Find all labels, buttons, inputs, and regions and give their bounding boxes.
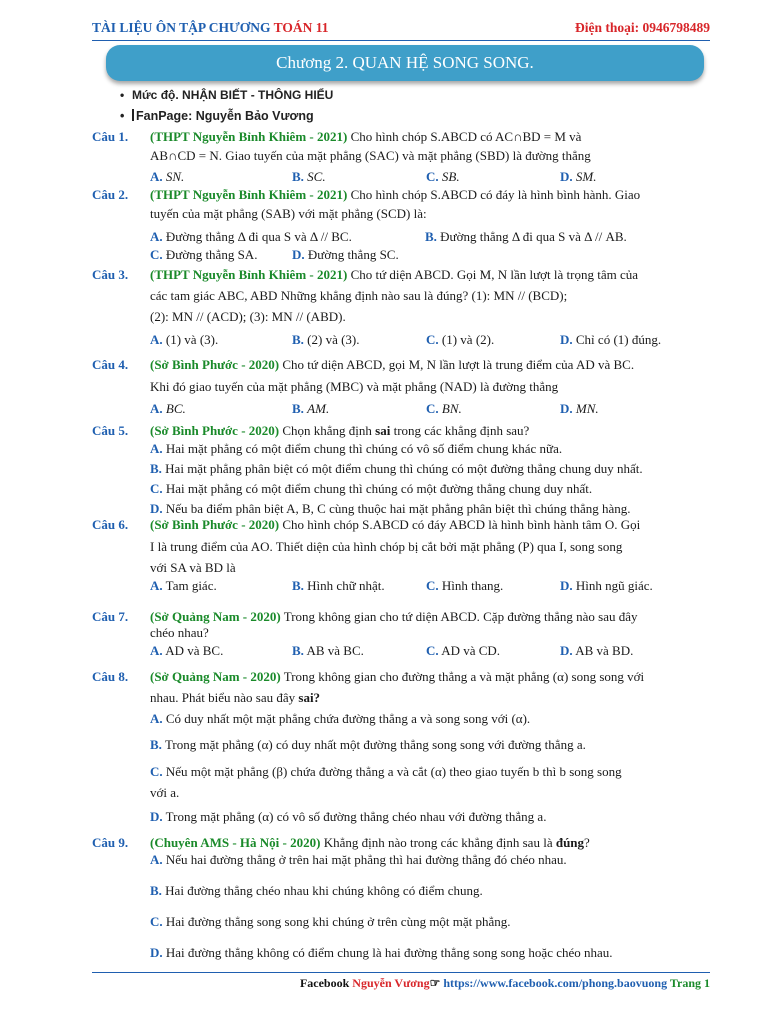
question-number: Câu 6. <box>92 517 129 532</box>
page-header <box>92 20 710 38</box>
question-source: (THPT Nguyễn Bỉnh Khiêm - 2021) <box>150 267 348 282</box>
answer-row <box>150 642 714 660</box>
answer-row <box>150 168 714 186</box>
footer-author: Nguyễn Vương <box>352 976 430 990</box>
bullet-level: • Mức độ. NHẬN BIẾT - THÔNG HIỂU <box>120 88 334 102</box>
answer-c[interactable]: C. Hình thang. <box>426 578 504 593</box>
answer-row <box>150 228 714 246</box>
cursor-bar-icon <box>132 109 134 121</box>
pointing-hand-icon: ☞ <box>429 976 444 990</box>
answer-a[interactable]: A. SN. <box>150 169 185 184</box>
answer-row <box>150 577 714 595</box>
page-footer <box>300 976 710 991</box>
answer-c[interactable]: C. (1) và (2). <box>426 332 495 347</box>
answer-c[interactable]: C. AD và CD. <box>426 643 501 658</box>
answer-c[interactable]: C. Hai mặt phẳng có một điểm chung thì chúng có một đường thẳng chung duy nhất. <box>150 481 593 496</box>
header-title-accent: TOÁN 11 <box>273 20 329 35</box>
question-text: (Sở Bình Phước - 2020) Chọn khẳng định sai trong các khẳng định sau? <box>150 423 530 438</box>
answer-row <box>150 400 714 418</box>
answer-b[interactable]: B. AB và BC. <box>292 643 364 658</box>
footer-link[interactable]: https://www.facebook.com/phong.baovuong <box>443 976 668 990</box>
answer-b[interactable]: B. Hình chữ nhật. <box>292 578 385 593</box>
answer-b[interactable]: B. SC. <box>292 169 326 184</box>
question-number: Câu 3. <box>92 267 129 282</box>
answer-d[interactable]: D. Đường thẳng SC. <box>292 247 399 262</box>
answer-b[interactable]: B. Hai mặt phẳng phân biệt có một điểm chung thì chúng có một đường thẳng chung duy nhất. <box>150 461 643 476</box>
answer-row <box>150 331 714 349</box>
question-source: (Sở Quảng Nam - 2020) <box>150 669 281 684</box>
question-text: (Sở Bình Phước - 2020) Cho tứ diện ABCD, gọi M, N lần lượt là trung điểm của AD và BC. <box>150 357 635 372</box>
answer-b[interactable]: B. Trong mặt phẳng (α) có duy nhất một đường thẳng song song với đường thẳng a. <box>150 737 586 752</box>
answer-b[interactable]: B. Đường thẳng Δ đi qua S và Δ // AB. <box>425 229 627 244</box>
answer-row <box>150 246 714 264</box>
question-number: Câu 7. <box>92 609 129 624</box>
answer-d[interactable]: D. Trong mặt phẳng (α) có vô số đường thẳng chéo nhau với đường thẳng a. <box>150 809 547 824</box>
answer-a[interactable]: A. Có duy nhất một mặt phẳng chứa đường thẳng a và song song với (α). <box>150 711 531 726</box>
header-phone: Điện thoại: 0946798489 <box>575 20 710 35</box>
chapter-title: Chương 2. QUAN HỆ SONG SONG. <box>276 53 534 72</box>
footer-page-number: Trang 1 <box>667 976 710 990</box>
footer-divider <box>92 972 710 973</box>
chapter-banner <box>106 45 704 81</box>
question-source: (Sở Quảng Nam - 2020) <box>150 609 281 624</box>
question-number: Câu 4. <box>92 357 129 372</box>
answer-d[interactable]: D. Nếu ba điểm phân biệt A, B, C cùng thuộc hai mặt phẳng phân biệt thì chúng thẳng hàng. <box>150 501 631 516</box>
answer-c-continued: với a. <box>150 785 180 800</box>
question-source: (Sở Bình Phước - 2020) <box>150 517 280 532</box>
question-number: Câu 2. <box>92 187 129 202</box>
answer-b[interactable]: B. Hai đường thẳng chéo nhau khi chúng không có điểm chung. <box>150 883 483 898</box>
answer-a[interactable]: A. BC. <box>150 401 186 416</box>
question-text: (Sở Bình Phước - 2020) Cho hình chóp S.ABCD có đáy ABCD là hình bình hành tâm O. Gọi <box>150 517 641 532</box>
answer-a[interactable]: A. Nếu hai đường thẳng ở trên hai mặt phẳng thì hai đường thẳng đó chéo nhau. <box>150 852 567 867</box>
answer-c[interactable]: C. Hai đường thẳng song song khi chúng ở trên cùng một mặt phẳng. <box>150 914 511 929</box>
question-text: nhau. Phát biểu nào sau đây sai? <box>150 690 321 705</box>
question-text: với SA và BD là <box>150 560 236 575</box>
question-source: (Sở Bình Phước - 2020) <box>150 423 280 438</box>
question-number: Câu 5. <box>92 423 129 438</box>
answer-a[interactable]: A. Tam giác. <box>150 578 217 593</box>
bullet-dot-icon: • <box>120 109 125 123</box>
question-text: AB∩CD = N. Giao tuyến của mặt phẳng (SAC) và mặt phẳng (SBD) là đường thẳng <box>150 148 591 163</box>
answer-c[interactable]: C. Nếu một mặt phẳng (β) chứa đường thẳng a và cắt (α) theo giao tuyến b thì b song song <box>150 764 622 779</box>
bullet-dot-icon: • <box>120 88 125 102</box>
question-text: tuyến của mặt phẳng (SAB) với mặt phẳng (SCD) là: <box>150 206 427 221</box>
header-title-main: TÀI LIỆU ÔN TẬP CHƯƠNG <box>92 20 274 35</box>
answer-d[interactable]: D. Chỉ có (1) đúng. <box>560 332 662 347</box>
answer-b[interactable]: B. (2) và (3). <box>292 332 360 347</box>
question-text: (THPT Nguyễn Bỉnh Khiêm - 2021) Cho hình chóp S.ABCD có AC∩BD = M và <box>150 129 582 144</box>
answer-c[interactable]: C. Đường thẳng SA. <box>150 247 258 262</box>
answer-a[interactable]: A. (1) và (3). <box>150 332 219 347</box>
intro-bullets <box>120 86 333 128</box>
question-text: I là trung điểm của AO. Thiết diện của hình chóp bị cắt bởi mặt phẳng (P) qua I, song song <box>150 539 623 554</box>
question-text: (Sở Quảng Nam - 2020) Trong không gian cho đường thẳng a và mặt phẳng (α) song song với <box>150 669 645 684</box>
question-text: (2): MN // (ACD); (3): MN // (ABD). <box>150 309 346 324</box>
question-text: các tam giác ABC, ABD Những khẳng định nào sau là đúng? (1): MN // (BCD); <box>150 288 568 303</box>
footer-facebook-label: Facebook <box>299 976 353 990</box>
bullet-fanpage: • FanPage: Nguyễn Bảo Vương <box>120 104 333 128</box>
answer-a[interactable]: A. Đường thẳng Δ đi qua S và Δ // BC. <box>150 229 352 244</box>
question-text: (Sở Quảng Nam - 2020) Trong không gian cho tứ diện ABCD. Cặp đường thẳng nào sau đây <box>150 609 638 624</box>
answer-a[interactable]: A. Hai mặt phẳng có một điểm chung thì chúng có vô số điểm chung khác nữa. <box>150 441 563 456</box>
answer-d[interactable]: D. SM. <box>560 169 597 184</box>
question-number: Câu 9. <box>92 835 129 850</box>
question-text: (Chuyên AMS - Hà Nội - 2020) Khẳng định nào trong các khẳng định sau là đúng? <box>150 835 590 850</box>
answer-d[interactable]: D. AB và BD. <box>560 643 634 658</box>
question-text: chéo nhau? <box>150 625 209 640</box>
answer-d[interactable]: D. Hình ngũ giác. <box>560 578 653 593</box>
question-source: (Sở Bình Phước - 2020) <box>150 357 280 372</box>
header-title <box>92 20 329 36</box>
answer-a[interactable]: A. AD và BC. <box>150 643 224 658</box>
question-text: (THPT Nguyễn Bỉnh Khiêm - 2021) Cho tứ diện ABCD. Gọi M, N lần lượt là trọng tâm của <box>150 267 639 282</box>
question-source: (THPT Nguyễn Bỉnh Khiêm - 2021) <box>150 129 348 144</box>
answer-c[interactable]: C. BN. <box>426 401 462 416</box>
answer-c[interactable]: C. SB. <box>426 169 460 184</box>
question-number: Câu 1. <box>92 129 129 144</box>
answer-d[interactable]: D. Hai đường thẳng không có điểm chung là hai đường thẳng song song hoặc chéo nhau. <box>150 945 613 960</box>
answer-d[interactable]: D. MN. <box>560 401 599 416</box>
question-text: (THPT Nguyễn Bỉnh Khiêm - 2021) Cho hình chóp S.ABCD có đáy là hình bình hành. Giao <box>150 187 641 202</box>
question-source: (THPT Nguyễn Bỉnh Khiêm - 2021) <box>150 187 348 202</box>
header-divider <box>92 40 710 41</box>
question-number: Câu 8. <box>92 669 129 684</box>
answer-b[interactable]: B. AM. <box>292 401 330 416</box>
question-text: Khi đó giao tuyến của mặt phẳng (MBC) và mặt phẳng (NAD) là đường thẳng <box>150 379 559 394</box>
question-source: (Chuyên AMS - Hà Nội - 2020) <box>150 835 321 850</box>
